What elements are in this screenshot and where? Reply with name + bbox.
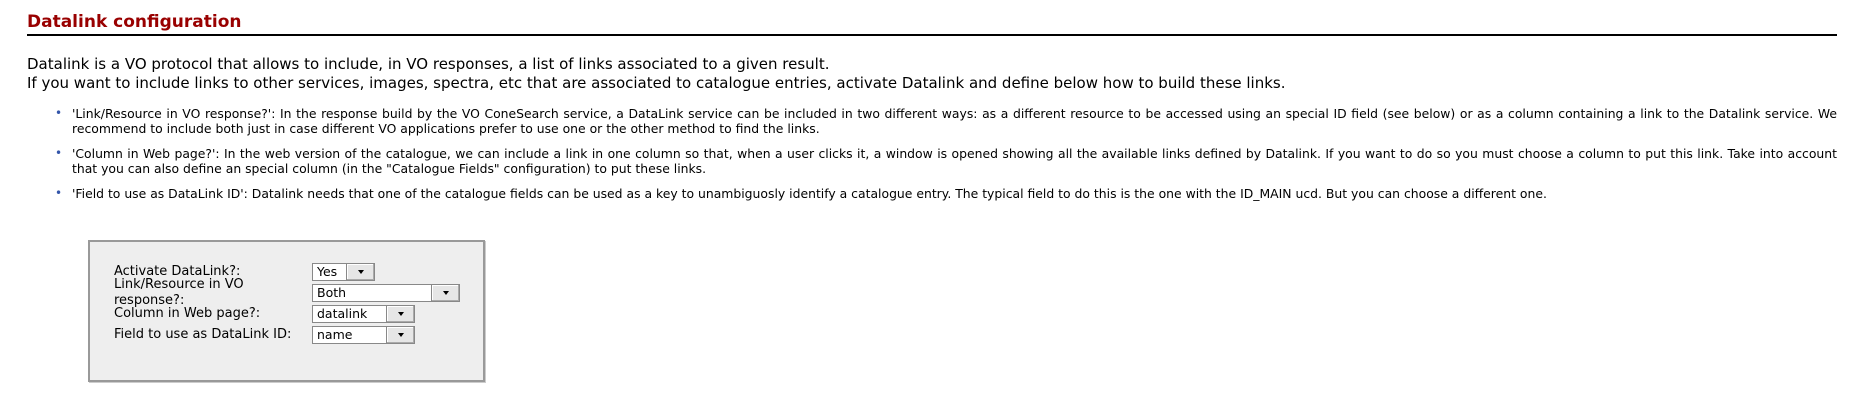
column-web-select[interactable]: [312, 305, 415, 323]
section-title: Datalink configuration: [27, 12, 1837, 36]
chevron-down-icon: [358, 270, 364, 274]
column-web-label: Column in Web page?:: [114, 306, 261, 321]
bullet-icon: •: [55, 146, 63, 160]
help-text: 'Link/Resource in VO response?': In the response build by the VO ConeSearch service, a DataLink service can be included in two different ways: as a different resource to be accessed using an special ID field (see below) or as a column containing a link to the Datalink service. We recommend to include both just in case different VO applications prefer to use one or the other method to find the links.: [72, 106, 1837, 136]
chevron-down-icon: [398, 312, 404, 316]
help-item-id-field: [27, 186, 1837, 201]
chevron-down-icon: [398, 333, 404, 337]
id-field-select[interactable]: [312, 326, 415, 344]
dropdown-arrow-button[interactable]: [386, 327, 414, 343]
dropdown-arrow-button[interactable]: [346, 264, 374, 280]
bullet-icon: •: [55, 106, 63, 120]
dropdown-arrow-button[interactable]: [431, 285, 459, 301]
link-resource-label: Link/Resource in VO response?:: [114, 277, 244, 308]
id-field-select-value: name: [317, 327, 353, 342]
help-list: [27, 106, 1837, 211]
id-field-label: Field to use as DataLink ID:: [114, 327, 292, 342]
help-item-link-resource: [27, 106, 1837, 136]
activate-select-value: Yes: [317, 264, 338, 279]
link-resource-select-value: Both: [317, 285, 347, 300]
help-item-column-web: [27, 146, 1837, 176]
activate-select[interactable]: [312, 263, 375, 281]
dropdown-arrow-button[interactable]: [386, 306, 414, 322]
bullet-icon: •: [55, 186, 63, 200]
datalink-form: [88, 240, 485, 382]
chevron-down-icon: [443, 291, 449, 295]
help-text: 'Column in Web page?': In the web version of the catalogue, we can include a link in one column so that, when a user clicks it, a window is opened showing all the available links defined by Datalink. If you want to do so you must choose a column to put this link. Take into account that you can also define an special column (in the "Catalogue Fields" configuration) to put these links.: [72, 146, 1837, 176]
intro-line-2: If you want to include links to other services, images, spectra, etc that are associated to catalogue entries, activate Datalink and define below how to build these links.: [27, 74, 1286, 92]
intro-line-1: Datalink is a VO protocol that allows to include, in VO responses, a list of links associated to a given result.: [27, 55, 830, 73]
form-row-column-web: [114, 304, 415, 324]
intro-text: [27, 55, 1837, 93]
activate-label: Activate DataLink?:: [114, 264, 241, 279]
form-row-id-field: [114, 325, 415, 345]
link-resource-select[interactable]: [312, 284, 460, 302]
help-text: 'Field to use as DataLink ID': Datalink needs that one of the catalogue fields can be used as a key to unambiguosly identify a catalogue entry. The typical field to do this is the one with the ID_MAIN ucd. But you can choose a different one.: [72, 186, 1547, 201]
column-web-select-value: datalink: [317, 306, 368, 321]
form-row-link-resource: [114, 277, 460, 308]
